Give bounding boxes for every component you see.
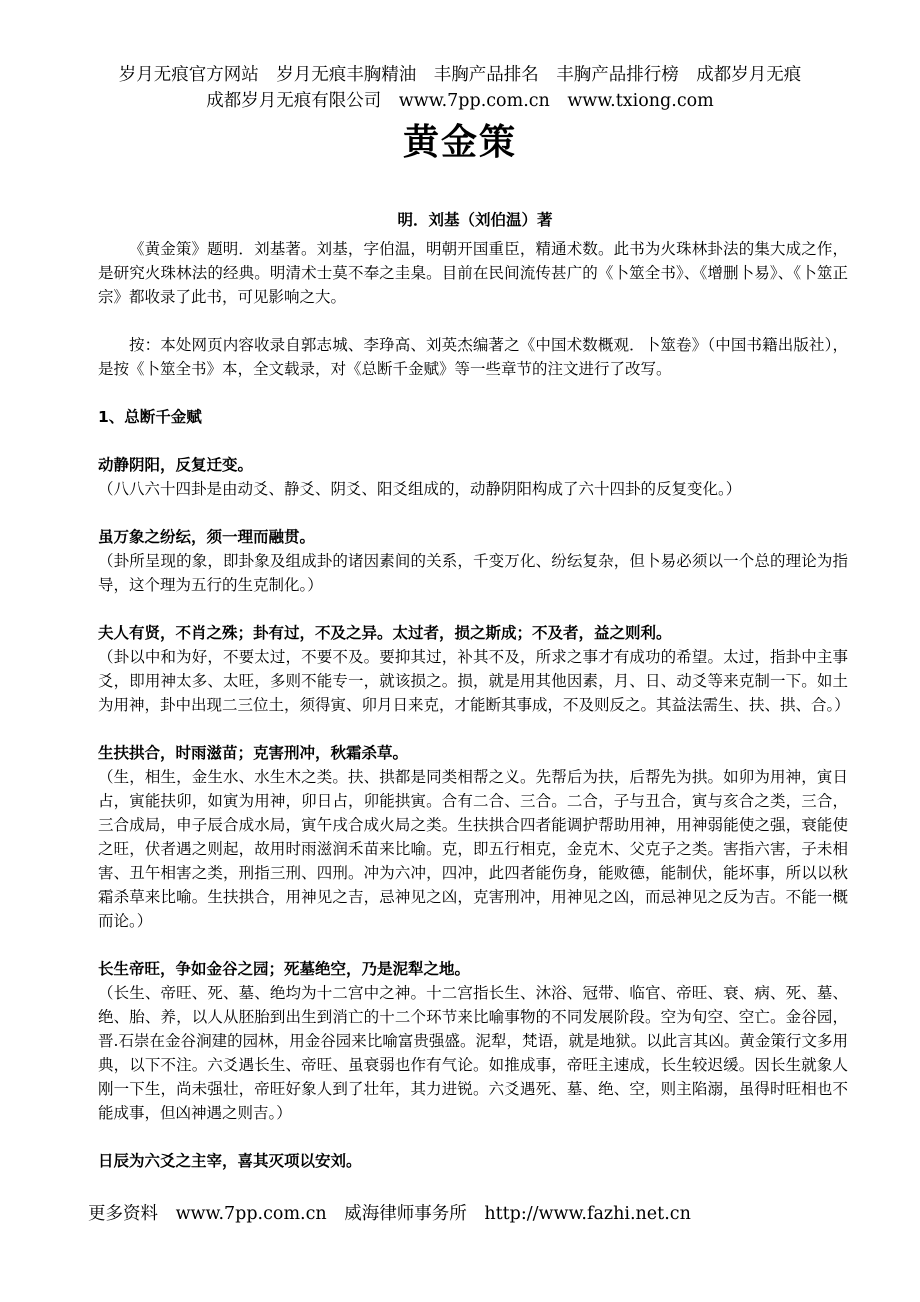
verse-text: 日辰为六爻之主宰，喜其灭项以安刘。 [98, 1152, 362, 1170]
intro-paragraph: 《黄金策》题明．刘基著。刘基，字伯温，明朝开国重臣，精通术数。此书为火珠林卦法的集大成之作，是研究火珠林法的经典。明清术士莫不奉之圭臬。目前在民间流传甚广的《卜筮全书》、《增删卜易》、《卜筮正宗》都收录了此书，可见影响之大。 [98, 240, 848, 306]
page-title: 黄金策 [402, 122, 517, 163]
verse-note: （长生、帝旺、死、墓、绝均为十二宫中之神。十二宫指长生、沐浴、冠带、临官、帝旺、衰、病、死、墓、绝、胎、养，以人从胚胎到出生到消亡的十二个环节来比喻事物的不同发展阶段。空为旬空、空亡。金谷园，晋.石崇在金谷涧建的园林，用金谷园来比喻富贵强盛。泥犁，梵语，就是地狱。以此言其凶。黄金策行文多用典，以下不注。六爻遇长生、帝旺、虽衰弱也作有气论。如推成事，帝旺主速成，长生较迟缓。因长生就象人刚一下生，尚未强壮，帝旺好象人到了壮年，其力进锐。六爻遇死、墓、绝、空，则主陷溺，虽得时旺相也不能成事，但凶神遇之则吉。） [98, 984, 848, 1122]
footer-label: 更多资料 [88, 1204, 158, 1224]
footer-link-site2[interactable]: http://www.fazhi.net.cn [484, 1204, 691, 1224]
verse-note: （卦以中和为好，不要太过，不要不及。要抑其过，补其不及，所求之事才有成功的希望。太过，指卦中主事爻，即用神太多、太旺，多则不能专一，就该损之。损，就是用其他因素，月、日、动爻等来克制一下。如土为用神，卦中出现二三位土，须得寅、卯月日来克，才能断其事成，不及则反之。其益法需生、扶、拱、合。） [98, 648, 850, 714]
footer [88, 1202, 888, 1226]
section-title: 1、总断千金赋 [98, 408, 202, 426]
verse-text: 动静阴阳，反复迁变。 [98, 456, 254, 474]
document-body [98, 237, 848, 1173]
footer-link-site1[interactable]: www.7pp.com.cn [175, 1204, 327, 1224]
footer-law-firm[interactable]: 威海律师事务所 [344, 1204, 467, 1224]
verse-note: （生，相生，金生水、水生木之类。扶、拱都是同类相帮之义。先帮后为扶，后帮先为拱。如卯为用神，寅日占，寅能扶卯，如寅为用神，卯日占，卯能拱寅。合有二合、三合。二合，子与丑合，寅与亥合之类，三合，三合成局，申子辰合成水局，寅午戌合成火局之类。生扶拱合四者能调护帮助用神，用神弱能使之强，衰能使之旺，伏者遇之则起，故用时雨滋润禾苗来比喻。克，即五行相克，金克木、父克子之类。害指六害，子未相害、丑午相害之类，刑指三刑、四刑。冲为六冲，四冲，此四者能伤身，能败德，能制伏，能坏事，所以以秋霜杀草来比喻。生扶拱合，用神见之吉，忌神见之凶，克害刑冲，用神见之凶，而忌神见之反为吉。不能一概而论。） [98, 768, 848, 930]
verse-note: （八八六十四卦是由动爻、静爻、阴爻、阳爻组成的，动静阴阳构成了六十四卦的反复变化。） [98, 480, 742, 498]
verse-text: 夫人有贤，不肖之殊；卦有过，不及之异。太过者，损之斯成；不及者，益之则利。 [98, 624, 672, 642]
header [0, 62, 920, 114]
verse-note: （卦所呈现的象，即卦象及组成卦的诸因素间的关系，千变万化、纷纭复杂，但卜易必须以一个总的理论为指导，这个理为五行的生克制化。） [98, 552, 848, 594]
editor-note-paragraph: 按：本处网页内容收录自郭志城、李琤高、刘英杰编著之《中国术数概观．卜筮卷》（中国书籍出版社），是按《卜筮全书》本，全文载录，对《总断千金赋》等一些章节的注文进行了改写。 [98, 336, 848, 378]
header-links-line[interactable]: 岁月无痕官方网站 岁月无痕丰胸精油 丰胸产品排名 丰胸产品排行榜 成都岁月无痕 [118, 65, 802, 85]
verse-text: 生扶拱合，时雨滋苗；克害刑冲，秋霜杀草。 [98, 744, 409, 762]
header-company-line[interactable]: 成都岁月无痕有限公司 www.7pp.com.cn www.txiong.com [206, 91, 714, 111]
verse-text: 长生帝旺，争如金谷之园；死墓绝空，乃是泥犁之地。 [98, 960, 471, 978]
author-line: 明．刘基（刘伯温）著 [397, 211, 553, 229]
verse-text: 虽万象之纷纭，须一理而融贯。 [98, 528, 316, 546]
